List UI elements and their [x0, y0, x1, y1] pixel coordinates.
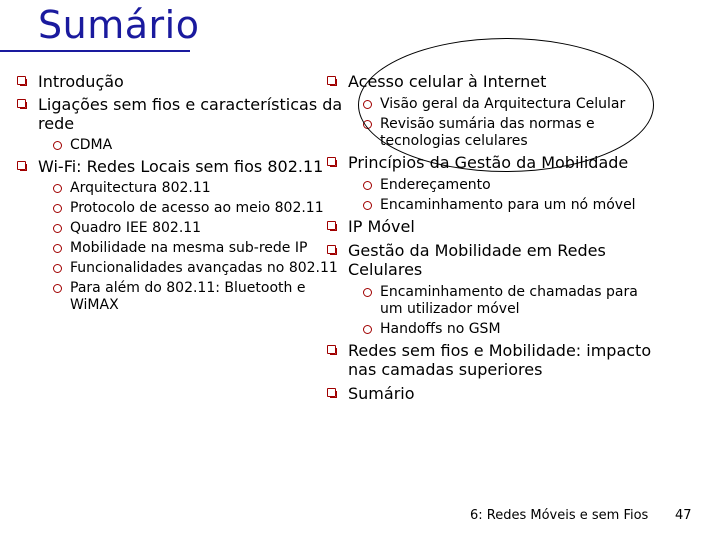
bullet-text: Sumário	[348, 384, 415, 403]
sub-bullet-item	[0, 137, 343, 154]
bullet-text: Encaminhamento para um nó móvel	[380, 197, 636, 213]
bullet-text: Introdução	[38, 72, 124, 91]
checkbox-bullet-icon	[327, 76, 336, 85]
bullet-text: Para além do 802.11: Bluetooth e WiMAX	[70, 280, 306, 313]
bullet-text: Ligações sem fios e características da rede	[38, 95, 343, 133]
sub-bullet-item	[310, 284, 660, 318]
bullet-text: Visão geral da Arquitectura Celular	[380, 96, 626, 112]
sub-bullet-item	[0, 220, 343, 237]
sub-bullet-item	[0, 180, 343, 197]
bullet-text: Revisão sumária das normas e tecnologias celulares	[380, 116, 595, 149]
bullet-text: Handoffs no GSM	[380, 321, 501, 337]
bullet-item	[0, 72, 343, 91]
title-underline	[0, 50, 190, 52]
bullet-text: Funcionalidades avançadas no 802.11	[70, 260, 338, 276]
bullet-text: IP Móvel	[348, 217, 415, 236]
circle-bullet-icon	[53, 244, 62, 253]
sub-bullet-item	[0, 240, 343, 257]
circle-bullet-icon	[53, 184, 62, 193]
bullet-item	[310, 384, 660, 403]
circle-bullet-icon	[53, 224, 62, 233]
sub-bullet-item	[310, 177, 660, 194]
sub-bullet-item	[0, 200, 343, 217]
circle-bullet-icon	[363, 181, 372, 190]
bullet-item	[310, 341, 660, 379]
circle-bullet-icon	[363, 288, 372, 297]
highlight-oval	[358, 38, 654, 172]
circle-bullet-icon	[53, 204, 62, 213]
checkbox-bullet-icon	[17, 76, 26, 85]
bullet-item	[0, 95, 343, 133]
circle-bullet-icon	[363, 201, 372, 210]
checkbox-bullet-icon	[17, 161, 26, 170]
bullet-text: Endereçamento	[380, 177, 491, 193]
circle-bullet-icon	[53, 141, 62, 150]
left-column	[38, 72, 343, 317]
bullet-text: Wi-Fi: Redes Locais sem fios 802.11	[38, 157, 324, 176]
checkbox-bullet-icon	[327, 157, 336, 166]
bullet-text: Redes sem fios e Mobilidade: impacto nas camadas superiores	[348, 341, 652, 379]
bullet-text: Arquitectura 802.11	[70, 180, 211, 196]
bullet-item	[310, 241, 660, 279]
bullet-text: CDMA	[70, 137, 113, 153]
sub-bullet-item	[310, 197, 660, 214]
circle-bullet-icon	[363, 325, 372, 334]
circle-bullet-icon	[53, 284, 62, 293]
checkbox-bullet-icon	[327, 245, 336, 254]
checkbox-bullet-icon	[327, 221, 336, 230]
footer-page-number: 47	[675, 508, 692, 523]
bullet-text: Quadro IEE 802.11	[70, 220, 202, 236]
bullet-text: Gestão da Mobilidade em Redes Celulares	[348, 241, 606, 279]
footer-chapter: 6: Redes Móveis e sem Fios	[470, 508, 649, 523]
bullet-text: Princípios da Gestão da Mobilidade	[348, 153, 629, 172]
bullet-text: Mobilidade na mesma sub-rede IP	[70, 240, 308, 256]
sub-bullet-item	[310, 321, 660, 338]
checkbox-bullet-icon	[327, 388, 336, 397]
checkbox-bullet-icon	[17, 99, 26, 108]
bullet-text: Protocolo de acesso ao meio 802.11	[70, 200, 324, 216]
bullet-text: Encaminhamento de chamadas para um utilizador móvel	[380, 284, 638, 317]
bullet-item	[310, 217, 660, 236]
circle-bullet-icon	[53, 264, 62, 273]
sub-bullet-item	[0, 260, 343, 277]
slide-title: Sumário	[38, 3, 200, 47]
bullet-item	[0, 157, 343, 176]
checkbox-bullet-icon	[327, 345, 336, 354]
sub-bullet-item	[0, 280, 343, 314]
bullet-text: Acesso celular à Internet	[348, 72, 547, 91]
